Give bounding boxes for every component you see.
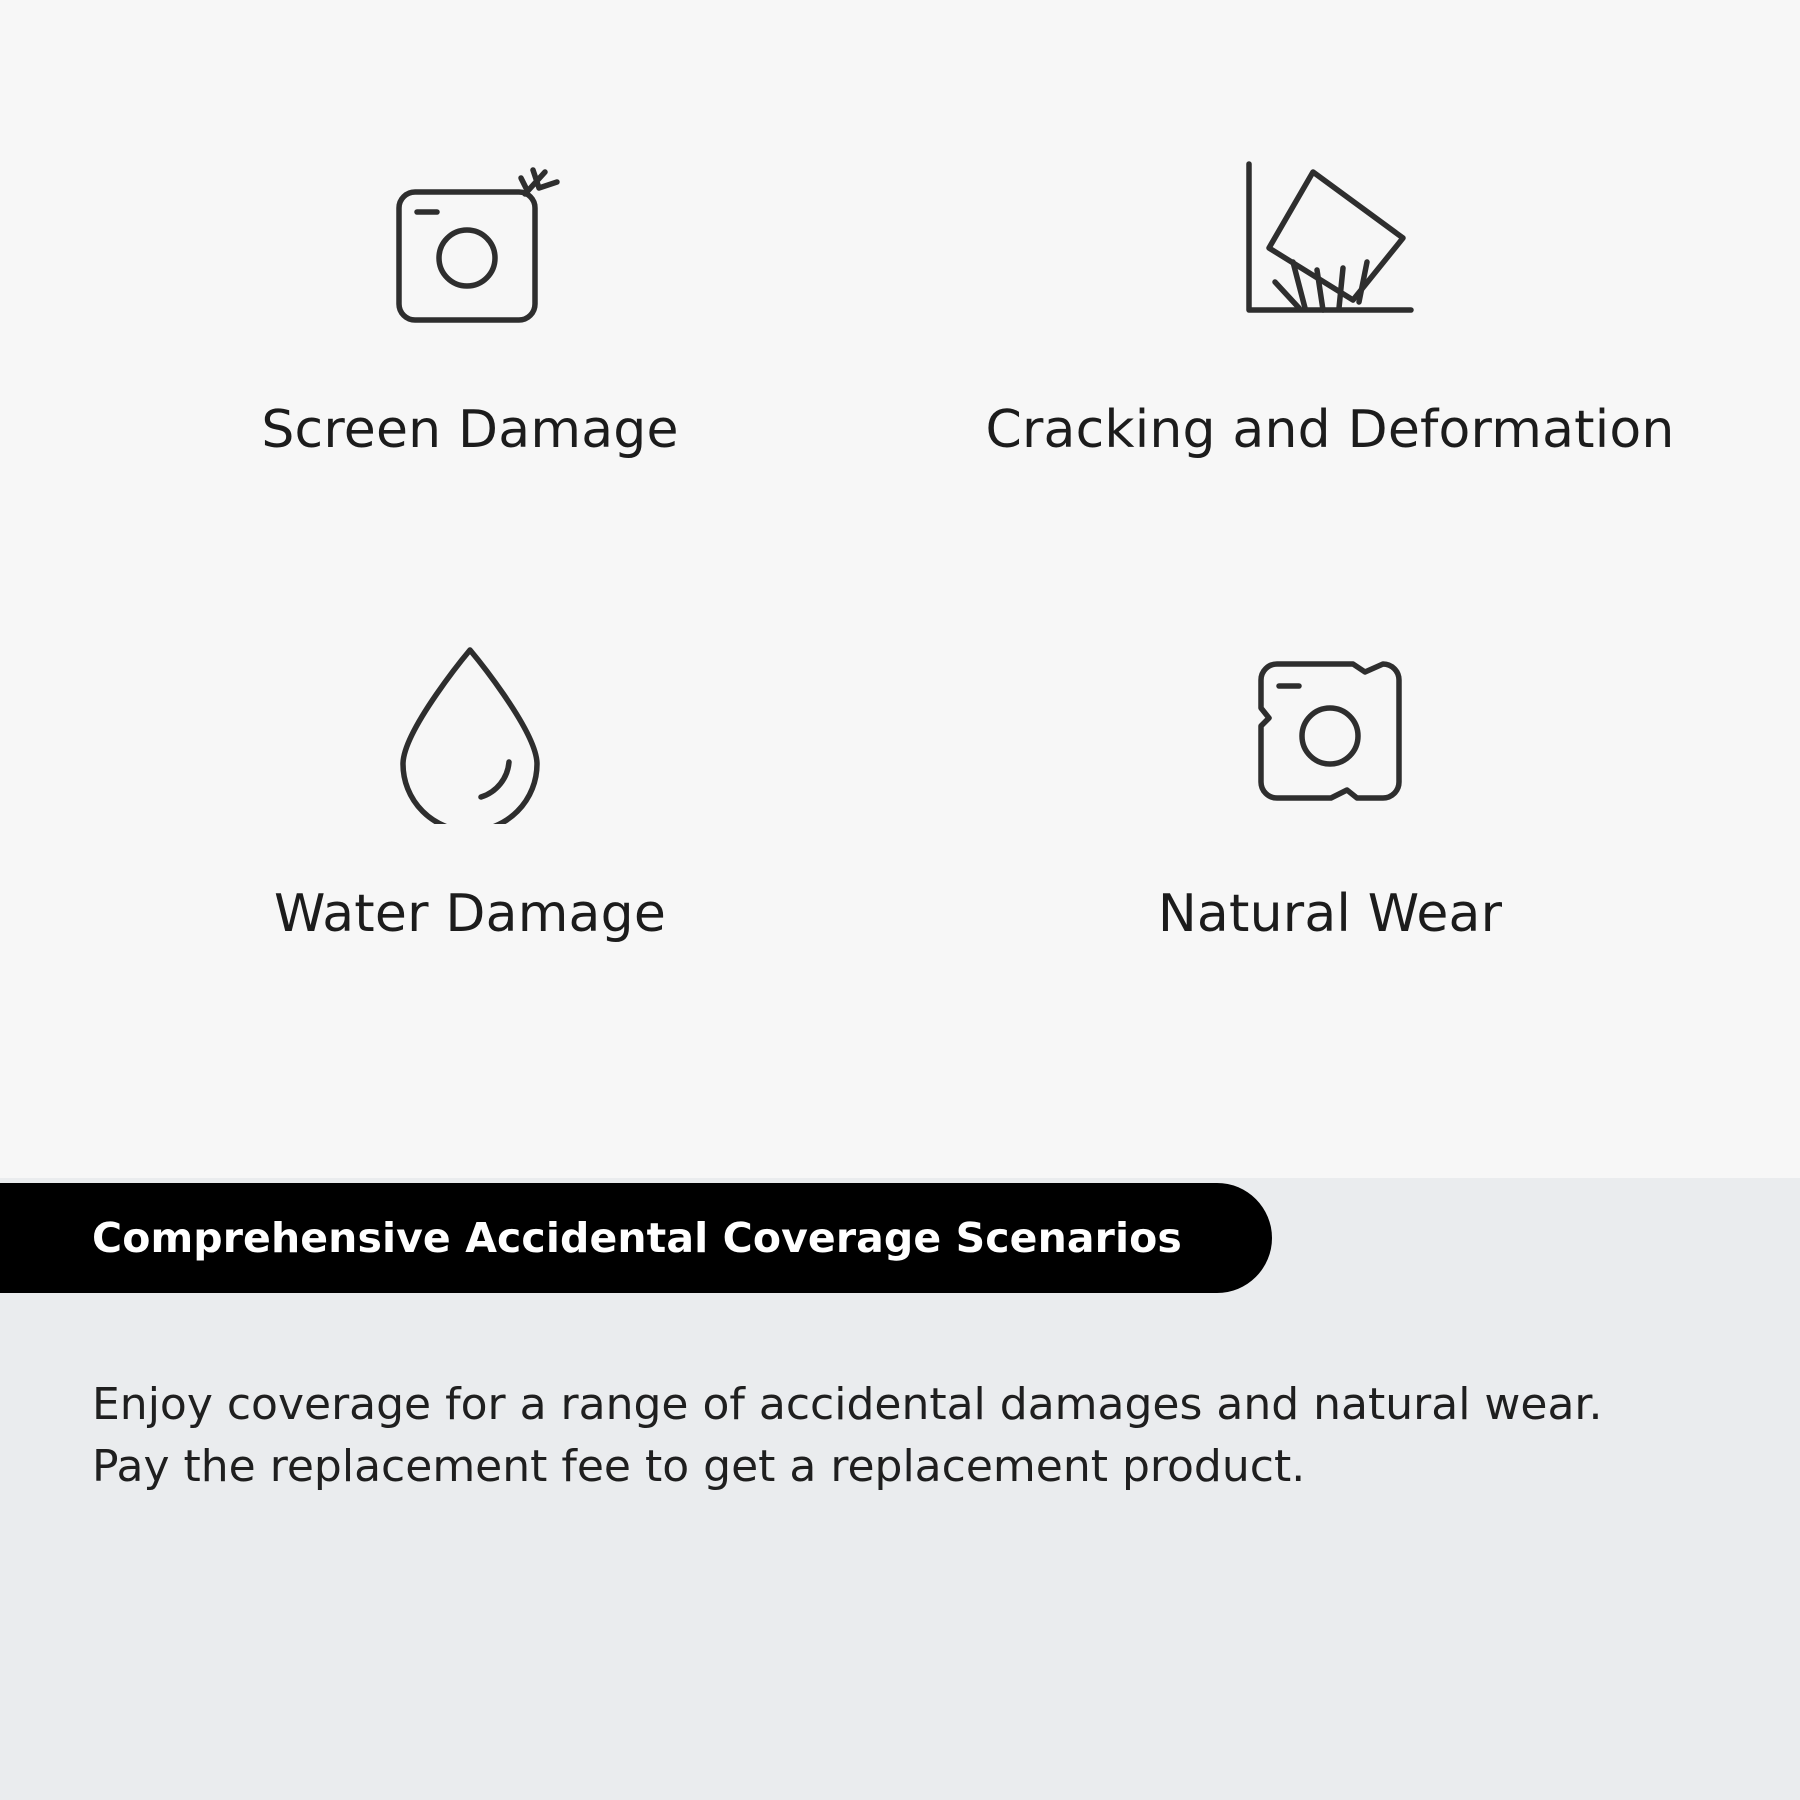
scenario-item-water-damage [40,634,900,1118]
description-line-2: Pay the replacement fee to get a replacement product. [92,1441,1306,1493]
cracking-deformation-icon [1235,150,1425,340]
worn-device-icon [1235,634,1425,824]
banner-title: Comprehensive Accidental Coverage Scenarios [92,1214,1182,1262]
scenario-label: Natural Wear [1157,884,1503,944]
water-drop-icon [375,634,565,824]
scenario-item-cracking-deformation [900,150,1760,634]
cracked-screen-icon [375,150,565,340]
scenario-label: Screen Damage [261,400,679,460]
scenario-label: Cracking and Deformation [985,400,1675,460]
description-text [92,1374,1712,1499]
scenario-item-natural-wear [900,634,1760,1118]
banner [0,1183,1272,1293]
scenario-item-screen-damage [40,150,900,634]
description-line-1: Enjoy coverage for a range of accidental damages and natural wear. [92,1379,1603,1430]
scenario-label: Water Damage [273,884,667,944]
